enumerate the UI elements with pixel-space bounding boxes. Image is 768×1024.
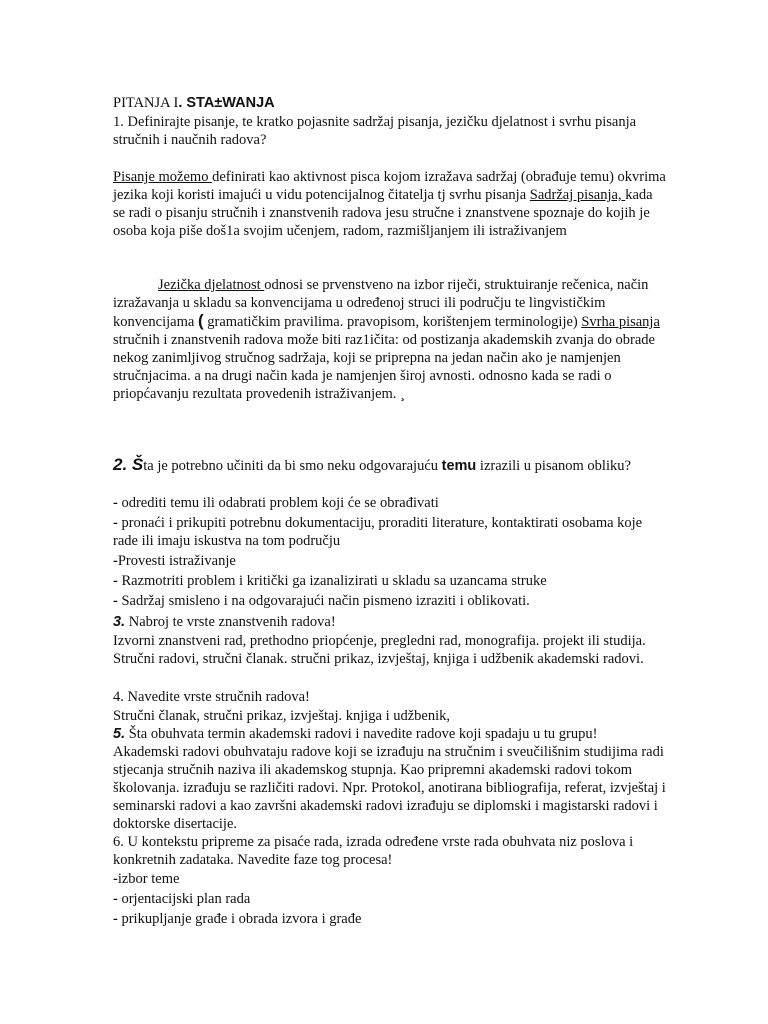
list-item: - prikupljanje građe i obrada izvora i građe	[113, 911, 362, 927]
heading-prefix: PITANJA I	[113, 95, 179, 111]
question-3-text: Nabroj te vrste znanstvenih radova!	[125, 614, 336, 630]
answer-5: Akademski radovi obuhvataju radove koji se izrađuju na stručnim i sveučilišnim studijima radi stjecanja stručnih naziva ili akademskog stupnja. Kao pripremni akademski radovi tokom školovanja. izrađuju se različiti radovi. Npr. Protokol, anotirana bibliografija, referat, izvještaj i seminarski radovi a kao završni akademski radovi izrađuju se diplomski i magistarski radovi i doktorske disertacije.	[113, 744, 666, 832]
list-item: -izbor teme	[113, 871, 180, 887]
term-pisanje: Pisanje možemo	[113, 169, 213, 185]
p2-text-2: gramatičkim pravilima. pravopisom, korištenjem terminologije)	[203, 314, 582, 330]
list-item: - Razmotriti problem i kritički ga izanalizirati u skladu sa uzancama struke	[113, 573, 547, 589]
list-item: -Provesti istraživanje	[113, 553, 236, 569]
answer-3: Izvorni znanstveni rad, prethodno priopćenje, pregledni rad, monografija. projekt ili studija. Stručni radovi, stručni članak. stručni prikaz, izvještaj, knjiga i udžbenik akademski radovi.	[113, 633, 646, 667]
p1-text-1: definirati kao aktivnost pisca kojom izražava sadržaj (obrađuje temu) okvrima jezika koji koristi imajući u vidu potencijalnog čitatelja tj svrhu pisanja	[113, 169, 666, 203]
question-6: 6. U kontekstu pripreme za pisaće rada, izrada određene vrste rada obuhvata niz poslova i konkretnih zadataka. Navedite faze tog procesa!	[113, 834, 634, 868]
question-5-text: Šta obuhvata termin akademski radovi i navedite radove koji spadaju u tu grupu!	[125, 726, 598, 742]
p1-text-2: kada se radi o pisanju stručnih i znanstvenih radova jesu stručne i znanstvene spoznaje do kojih je osoba koja piše doš1a svojim učenjem, radom, razmišljanjem ili istraživanjem	[113, 187, 653, 239]
question-2	[113, 456, 668, 475]
question-2-text-1: ta je potrebno učiniti da bi smo neku odgovarajuću	[143, 458, 442, 474]
question-2-text-2: izrazili u pisanom obliku?	[476, 458, 631, 474]
answer-4: Stručni članak, stručni prikaz, izvještaj. knjiga i udžbenik,	[113, 708, 451, 724]
answer-1-paragraph-2	[113, 276, 668, 403]
question-6-list	[113, 870, 668, 928]
heading-suffix: . STA±WANJA	[178, 95, 275, 111]
question-2-bold-word: temu	[441, 458, 477, 474]
page-heading	[113, 94, 668, 112]
question-4: 4. Navedite vrste stručnih radova!	[113, 689, 310, 705]
question-2-list	[113, 494, 668, 610]
bold-parenthesis: (	[197, 311, 204, 330]
question-3-number: 3.	[113, 614, 126, 630]
question-3	[113, 613, 668, 631]
term-svrha-pisanja: Svrha pisanja	[581, 314, 660, 330]
question-1: 1. Definirajte pisanje, te kratko pojasnite sadržaj pisanja, jezičku djelatnost i svrhu pisanja stručnih i naučnih radova?	[113, 114, 637, 148]
term-jezicka-djelatnost: Jezička djelatnost	[158, 277, 265, 293]
answer-1-paragraph-1	[113, 168, 668, 240]
p2-text-1: odnosi se prvenstveno na izbor riječi, struktuiranje rečenica, način izražavanja u skladu sa konvencijama u određenoj struci ili području te lingvističkim konvencijama	[113, 277, 649, 330]
list-item: - pronaći i prikupiti potrebnu dokumentaciju, proraditi literature, kontaktirati osobama koje rade ili imaju iskustva na tom području	[113, 515, 643, 549]
question-5-number: 5.	[113, 726, 126, 742]
list-item: - odrediti temu ili odabrati problem koji će se obrađivati	[113, 495, 439, 511]
term-sadrzaj: Sadržaj pisanja,	[529, 187, 626, 203]
list-item: - Sadržaj smisleno i na odgovarajući način pismeno izraziti i oblikovati.	[113, 593, 530, 609]
question-5	[113, 725, 668, 743]
p2-text-3: stručnih i znanstvenih radova može biti raz1ičita: od postizanja akademskih zvanja do obrade nekog zanimljivog stručnog sadržaja, koji se pripreрna na jedan način ako je namjenjen stručnjacima. a na drugi način kada je namjenjen široj avnosti. odnosno kada se radi o priopćavanju rezultata provedenih istraživanjem. ¸	[113, 332, 655, 402]
list-item: - orjentacijski plan rada	[113, 891, 251, 907]
question-2-number: 2. Š	[113, 455, 144, 474]
